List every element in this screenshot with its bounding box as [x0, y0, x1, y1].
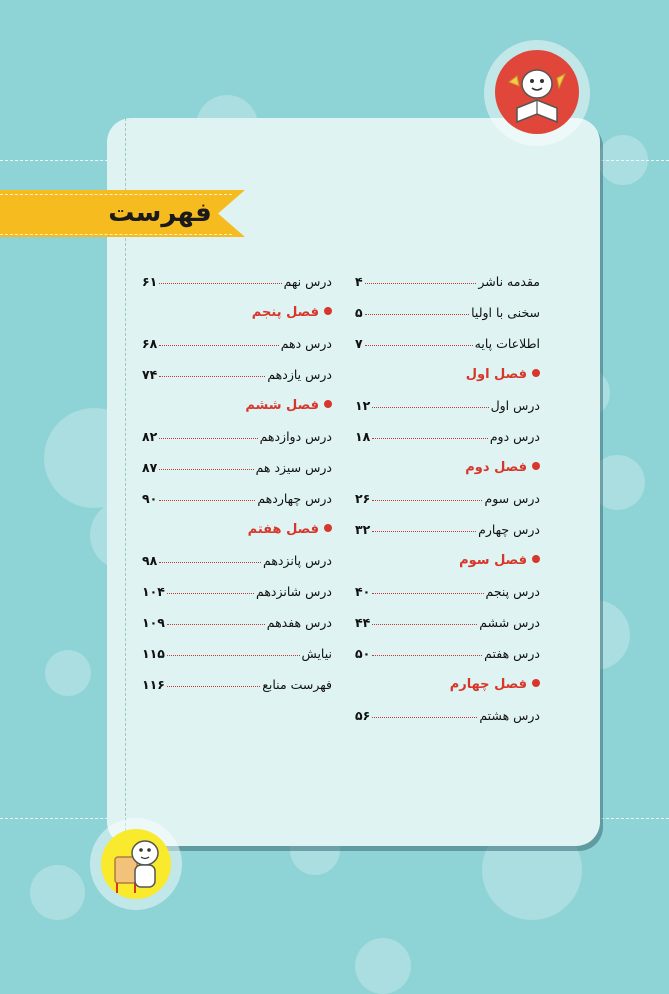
dot-leader — [159, 469, 253, 470]
toc-entry[interactable] — [142, 484, 332, 506]
toc-entry-title: درس دوازدهم — [259, 429, 332, 444]
toc-entry[interactable] — [355, 391, 540, 413]
section-heading — [465, 453, 540, 475]
section-heading — [459, 546, 540, 568]
section-heading — [252, 298, 332, 320]
dot-leader — [372, 531, 476, 532]
dot-leader — [372, 438, 488, 439]
dot-leader — [159, 283, 281, 284]
toc-entry-page: ۷۴ — [142, 367, 158, 382]
toc-entry-page: ۹۰ — [142, 491, 158, 506]
toc-entry-page: ۴۰ — [355, 584, 371, 599]
toc-entry[interactable] — [142, 360, 332, 382]
toc-entry-page: ۱۲ — [355, 398, 371, 413]
toc-entry-page: ۷ — [355, 336, 363, 351]
toc-entry-title: درس دهم — [280, 336, 332, 351]
toc-entry[interactable] — [355, 701, 540, 723]
toc-entry[interactable] — [142, 267, 332, 289]
dot-leader — [159, 345, 278, 346]
toc-entry-page: ۵۶ — [355, 708, 371, 723]
toc-entry[interactable] — [142, 546, 332, 568]
section-title: فصل دوم — [465, 460, 527, 475]
toc-entry-title: درس ششم — [479, 615, 540, 630]
dot-leader — [167, 593, 254, 594]
section-title: فصل هفتم — [247, 522, 319, 537]
dot-leader — [159, 376, 265, 377]
toc-entry-title: درس دوم — [489, 429, 540, 444]
toc-entry-title: درس پنجم — [485, 584, 540, 599]
toc-entry[interactable] — [355, 515, 540, 537]
toc-entry-title: درس هفتم — [484, 646, 540, 661]
toc-entry-page: ۸۷ — [142, 460, 158, 475]
toc-entry-title: درس اول — [490, 398, 540, 413]
toc-entry-page: ۸۲ — [142, 429, 158, 444]
toc-entry-page: ۱۱۵ — [142, 646, 165, 661]
toc-entry-page: ۲۶ — [355, 491, 371, 506]
dot-leader — [372, 624, 477, 625]
toc-entry[interactable] — [142, 670, 332, 692]
section-bullet-icon — [532, 369, 540, 377]
toc-entry[interactable] — [142, 639, 332, 661]
toc-entry[interactable] — [355, 298, 540, 320]
toc-entry[interactable] — [355, 608, 540, 630]
section-title: فصل چهارم — [449, 677, 527, 692]
page-title: فهرست — [108, 198, 212, 228]
toc-entry-title: درس هشتم — [479, 708, 540, 723]
bg-bubble — [45, 650, 91, 696]
toc-entry[interactable] — [142, 608, 332, 630]
dot-leader — [167, 624, 265, 625]
dot-leader — [372, 407, 488, 408]
toc-entry-title: درس یازدهم — [267, 367, 332, 382]
section-bullet-icon — [532, 462, 540, 470]
mascot-reading-icon — [495, 50, 579, 134]
toc-entry-title: فهرست منابع — [262, 677, 332, 692]
dot-leader — [167, 655, 300, 656]
toc-entry-page: ۵ — [355, 305, 363, 320]
toc-entry-title: سخنی با اولیا — [471, 305, 540, 320]
dot-leader — [365, 283, 477, 284]
dot-leader — [159, 500, 255, 501]
toc-entry-title: درس پانزدهم — [263, 553, 332, 568]
toc-entry[interactable] — [142, 577, 332, 599]
section-bullet-icon — [532, 679, 540, 687]
toc-entry-page: ۱۰۴ — [142, 584, 165, 599]
section-heading — [245, 391, 332, 413]
toc-entry-page: ۶۸ — [142, 336, 158, 351]
toc-entry-page: ۱۸ — [355, 429, 371, 444]
section-title: فصل سوم — [459, 553, 527, 568]
section-bullet-icon — [324, 400, 332, 408]
toc-entry-title: درس نهم — [283, 274, 332, 289]
section-title: فصل ششم — [245, 398, 319, 413]
toc-entry-page: ۱۰۹ — [142, 615, 165, 630]
dot-leader — [159, 562, 261, 563]
mascot-sitting-icon — [101, 829, 171, 899]
dot-leader — [372, 593, 483, 594]
toc-entry[interactable] — [142, 329, 332, 351]
toc-entry-title: نیایش — [301, 646, 332, 661]
toc-entry-title: اطلاعات پایه — [474, 336, 540, 351]
toc-entry-title: درس شانزدهم — [256, 584, 332, 599]
toc-entry-title: درس چهارم — [478, 522, 540, 537]
toc-entry[interactable] — [142, 422, 332, 444]
toc-entry[interactable] — [355, 484, 540, 506]
toc-entry-page: ۳۲ — [355, 522, 371, 537]
toc-entry[interactable] — [355, 577, 540, 599]
section-title: فصل اول — [465, 367, 527, 382]
bg-bubble — [30, 865, 85, 920]
section-bullet-icon — [532, 555, 540, 563]
toc-entry-title: درس سوم — [484, 491, 540, 506]
section-heading — [248, 515, 332, 537]
dot-leader — [159, 438, 257, 439]
toc-entry[interactable] — [355, 329, 540, 351]
toc-entry-title: درس هفدهم — [266, 615, 332, 630]
toc-entry-page: ۶۱ — [142, 274, 158, 289]
toc-entry[interactable] — [142, 453, 332, 475]
dot-leader — [167, 686, 260, 687]
toc-entry[interactable] — [355, 422, 540, 444]
toc-entry-page: ۹۸ — [142, 553, 158, 568]
toc-entry-title: مقدمه ناشر — [478, 274, 540, 289]
toc-entry-page: ۵۰ — [355, 646, 371, 661]
bg-bubble — [355, 938, 411, 994]
section-heading — [466, 360, 540, 382]
section-bullet-icon — [324, 524, 332, 532]
dot-leader — [365, 314, 469, 315]
dot-leader — [372, 655, 482, 656]
dot-leader — [372, 717, 477, 718]
dot-leader — [372, 500, 482, 501]
dot-leader — [365, 345, 473, 346]
toc-entry-page: ۱۱۶ — [142, 677, 165, 692]
section-title: فصل پنجم — [251, 305, 319, 320]
toc-entry-title: درس چهاردهم — [257, 491, 332, 506]
toc-entry-title: درس سیزد هم — [255, 460, 332, 475]
section-bullet-icon — [324, 307, 332, 315]
toc-entry[interactable] — [355, 639, 540, 661]
section-heading — [450, 670, 540, 692]
toc-entry[interactable] — [355, 267, 540, 289]
toc-entry-page: ۴ — [355, 274, 363, 289]
toc-entry-page: ۴۴ — [355, 615, 371, 630]
